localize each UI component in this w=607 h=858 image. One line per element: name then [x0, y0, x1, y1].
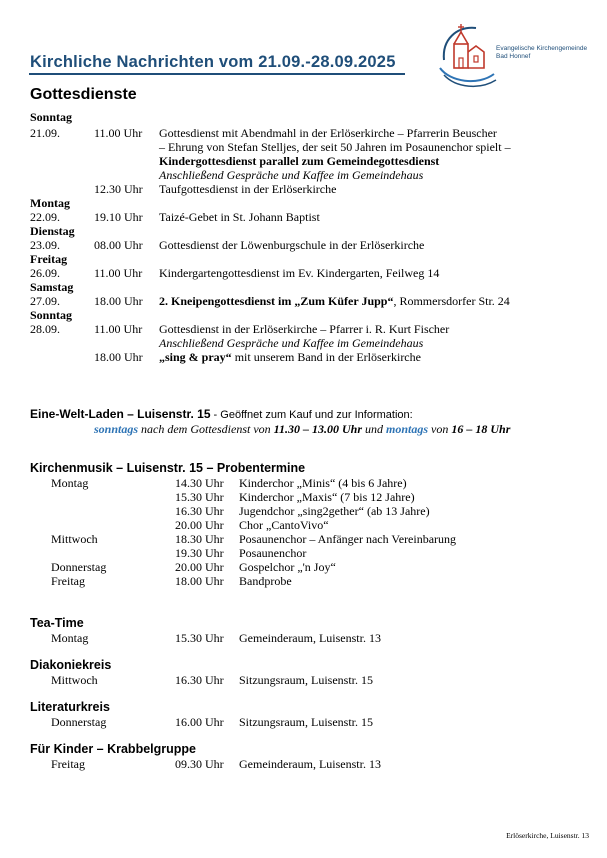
page-title: Kirchliche Nachrichten vom 21.09.-28.09.2025 — [30, 53, 396, 71]
services-heading: Gottesdienste — [30, 86, 137, 103]
group-day: Mittwoch — [51, 673, 98, 687]
eine-welt-day-sun: sonntags — [94, 422, 139, 436]
time: 11.00 Uhr — [94, 322, 143, 336]
group-day: Montag — [51, 631, 89, 645]
service-text — [159, 294, 510, 309]
time: 11.00 Uhr — [94, 126, 143, 140]
music-text: Jugendchor „sing2gether“ (ab 13 Jahre) — [239, 504, 430, 518]
logo-text-line2: Bad Honnef — [496, 53, 531, 60]
day-label: Samstag — [30, 280, 74, 294]
service-text — [159, 350, 421, 365]
music-time: 20.00 Uhr — [175, 518, 224, 532]
service-text-bold: 2. Kneipengottesdienst im „Zum Küfer Jupp“ — [159, 294, 394, 308]
group-day: Donnerstag — [51, 715, 107, 729]
group-location: Sitzungsraum, Luisenstr. 15 — [239, 715, 373, 729]
music-text: Kinderchor „Minis“ (4 bis 6 Jahre) — [239, 476, 407, 490]
service-text: Gottesdienst mit Abendmahl in der Erlöserkirche – Pfarrerin Beuscher — [159, 126, 497, 140]
service-text-rest: , Rommersdorfer Str. 24 — [393, 294, 510, 308]
eine-welt-time-sun: 11.30 – 13.00 Uhr — [273, 422, 363, 436]
music-day: Mittwoch — [51, 532, 98, 546]
eine-welt-text: von — [428, 422, 452, 436]
eine-welt-hours — [94, 422, 510, 437]
music-text: Gospelchor „'n Joy“ — [239, 560, 336, 574]
service-text: Anschließend Gespräche und Kaffee im Gemeindehaus — [159, 168, 424, 182]
date: 26.09. — [30, 266, 60, 280]
service-text: Taufgottesdienst in der Erlöserkirche — [159, 182, 337, 196]
music-day: Donnerstag — [51, 560, 107, 574]
time: 18.00 Uhr — [94, 294, 143, 308]
music-time: 18.00 Uhr — [175, 574, 224, 588]
time: 12.30 Uhr — [94, 182, 143, 196]
eine-welt-note: - Geöffnet zum Kauf und zur Information: — [210, 409, 413, 421]
time: 18.00 Uhr — [94, 350, 143, 364]
eine-welt-text: und — [362, 422, 387, 436]
music-day: Montag — [51, 476, 89, 490]
service-text-rest: mit unserem Band in der Erlöserkirche — [231, 350, 421, 364]
music-time: 19.30 Uhr — [175, 546, 224, 560]
service-text: Taizé-Gebet in St. Johann Baptist — [159, 210, 320, 224]
date: 27.09. — [30, 294, 60, 308]
music-time: 15.30 Uhr — [175, 490, 224, 504]
music-time: 20.00 Uhr — [175, 560, 224, 574]
service-text: – Ehrung von Stefan Stelljes, der seit 50 Jahren im Posaunenchor spielt – — [159, 140, 511, 154]
group-time: 16.30 Uhr — [175, 673, 224, 687]
service-text: Anschließend Gespräche und Kaffee im Gemeindehaus — [159, 336, 424, 350]
date: 28.09. — [30, 322, 60, 336]
music-time: 14.30 Uhr — [175, 476, 224, 490]
eine-welt-heading-line — [30, 407, 413, 421]
day-label: Sonntag — [30, 110, 73, 124]
group-heading: Diakoniekreis — [30, 658, 112, 672]
service-text-bold: „sing & pray“ — [159, 350, 232, 364]
music-heading: Kirchenmusik – Luisenstr. 15 – Probentermine — [30, 461, 306, 475]
group-location: Gemeinderaum, Luisenstr. 13 — [239, 631, 381, 645]
music-text: Kinderchor „Maxis“ (7 bis 12 Jahre) — [239, 490, 415, 504]
music-text: Posaunenchor – Anfänger nach Vereinbarung — [239, 532, 457, 546]
group-location: Gemeinderaum, Luisenstr. 13 — [239, 757, 381, 771]
music-text: Chor „CantoVivo“ — [239, 518, 329, 532]
footer-address: Erlöserkirche, Luisenstr. 13 — [506, 831, 589, 840]
date: 21.09. — [30, 126, 60, 140]
eine-welt-day-mon: montags — [386, 422, 429, 436]
eine-welt-time-mon: 16 – 18 Uhr — [451, 422, 511, 436]
time: 08.00 Uhr — [94, 238, 143, 252]
group-heading: Literaturkreis — [30, 700, 110, 714]
music-time: 18.30 Uhr — [175, 532, 224, 546]
music-day: Freitag — [51, 574, 85, 588]
date: 22.09. — [30, 210, 60, 224]
service-text: Gottesdienst in der Erlöserkirche – Pfarrer i. R. Kurt Fischer — [159, 322, 450, 336]
group-location: Sitzungsraum, Luisenstr. 15 — [239, 673, 373, 687]
service-text: Kindergartengottesdienst im Ev. Kindergarten, Feilweg 14 — [159, 266, 440, 280]
music-text: Posaunenchor — [239, 546, 307, 560]
service-text: Kindergottesdienst parallel zum Gemeindegottesdienst — [159, 154, 440, 168]
title-underline — [29, 73, 405, 75]
day-label: Freitag — [30, 252, 68, 266]
church-logo — [436, 20, 596, 92]
group-heading: Für Kinder – Krabbelgruppe — [30, 742, 196, 756]
group-time: 09.30 Uhr — [175, 757, 224, 771]
group-heading: Tea-Time — [30, 616, 84, 630]
date: 23.09. — [30, 238, 60, 252]
day-label: Montag — [30, 196, 70, 210]
day-label: Dienstag — [30, 224, 75, 238]
logo-text-line1: Evangelische Kirchengemeinde — [496, 45, 588, 52]
time: 11.00 Uhr — [94, 266, 143, 280]
music-time: 16.30 Uhr — [175, 504, 224, 518]
group-day: Freitag — [51, 757, 85, 771]
eine-welt-text: nach dem Gottesdienst von — [138, 422, 274, 436]
group-time: 15.30 Uhr — [175, 631, 224, 645]
day-label: Sonntag — [30, 308, 73, 322]
music-text: Bandprobe — [239, 574, 292, 588]
service-text: Gottesdienst der Löwenburgschule in der Erlöserkirche — [159, 238, 425, 252]
time: 19.10 Uhr — [94, 210, 143, 224]
group-time: 16.00 Uhr — [175, 715, 224, 729]
eine-welt-heading: Eine-Welt-Laden – Luisenstr. 15 — [30, 407, 211, 421]
